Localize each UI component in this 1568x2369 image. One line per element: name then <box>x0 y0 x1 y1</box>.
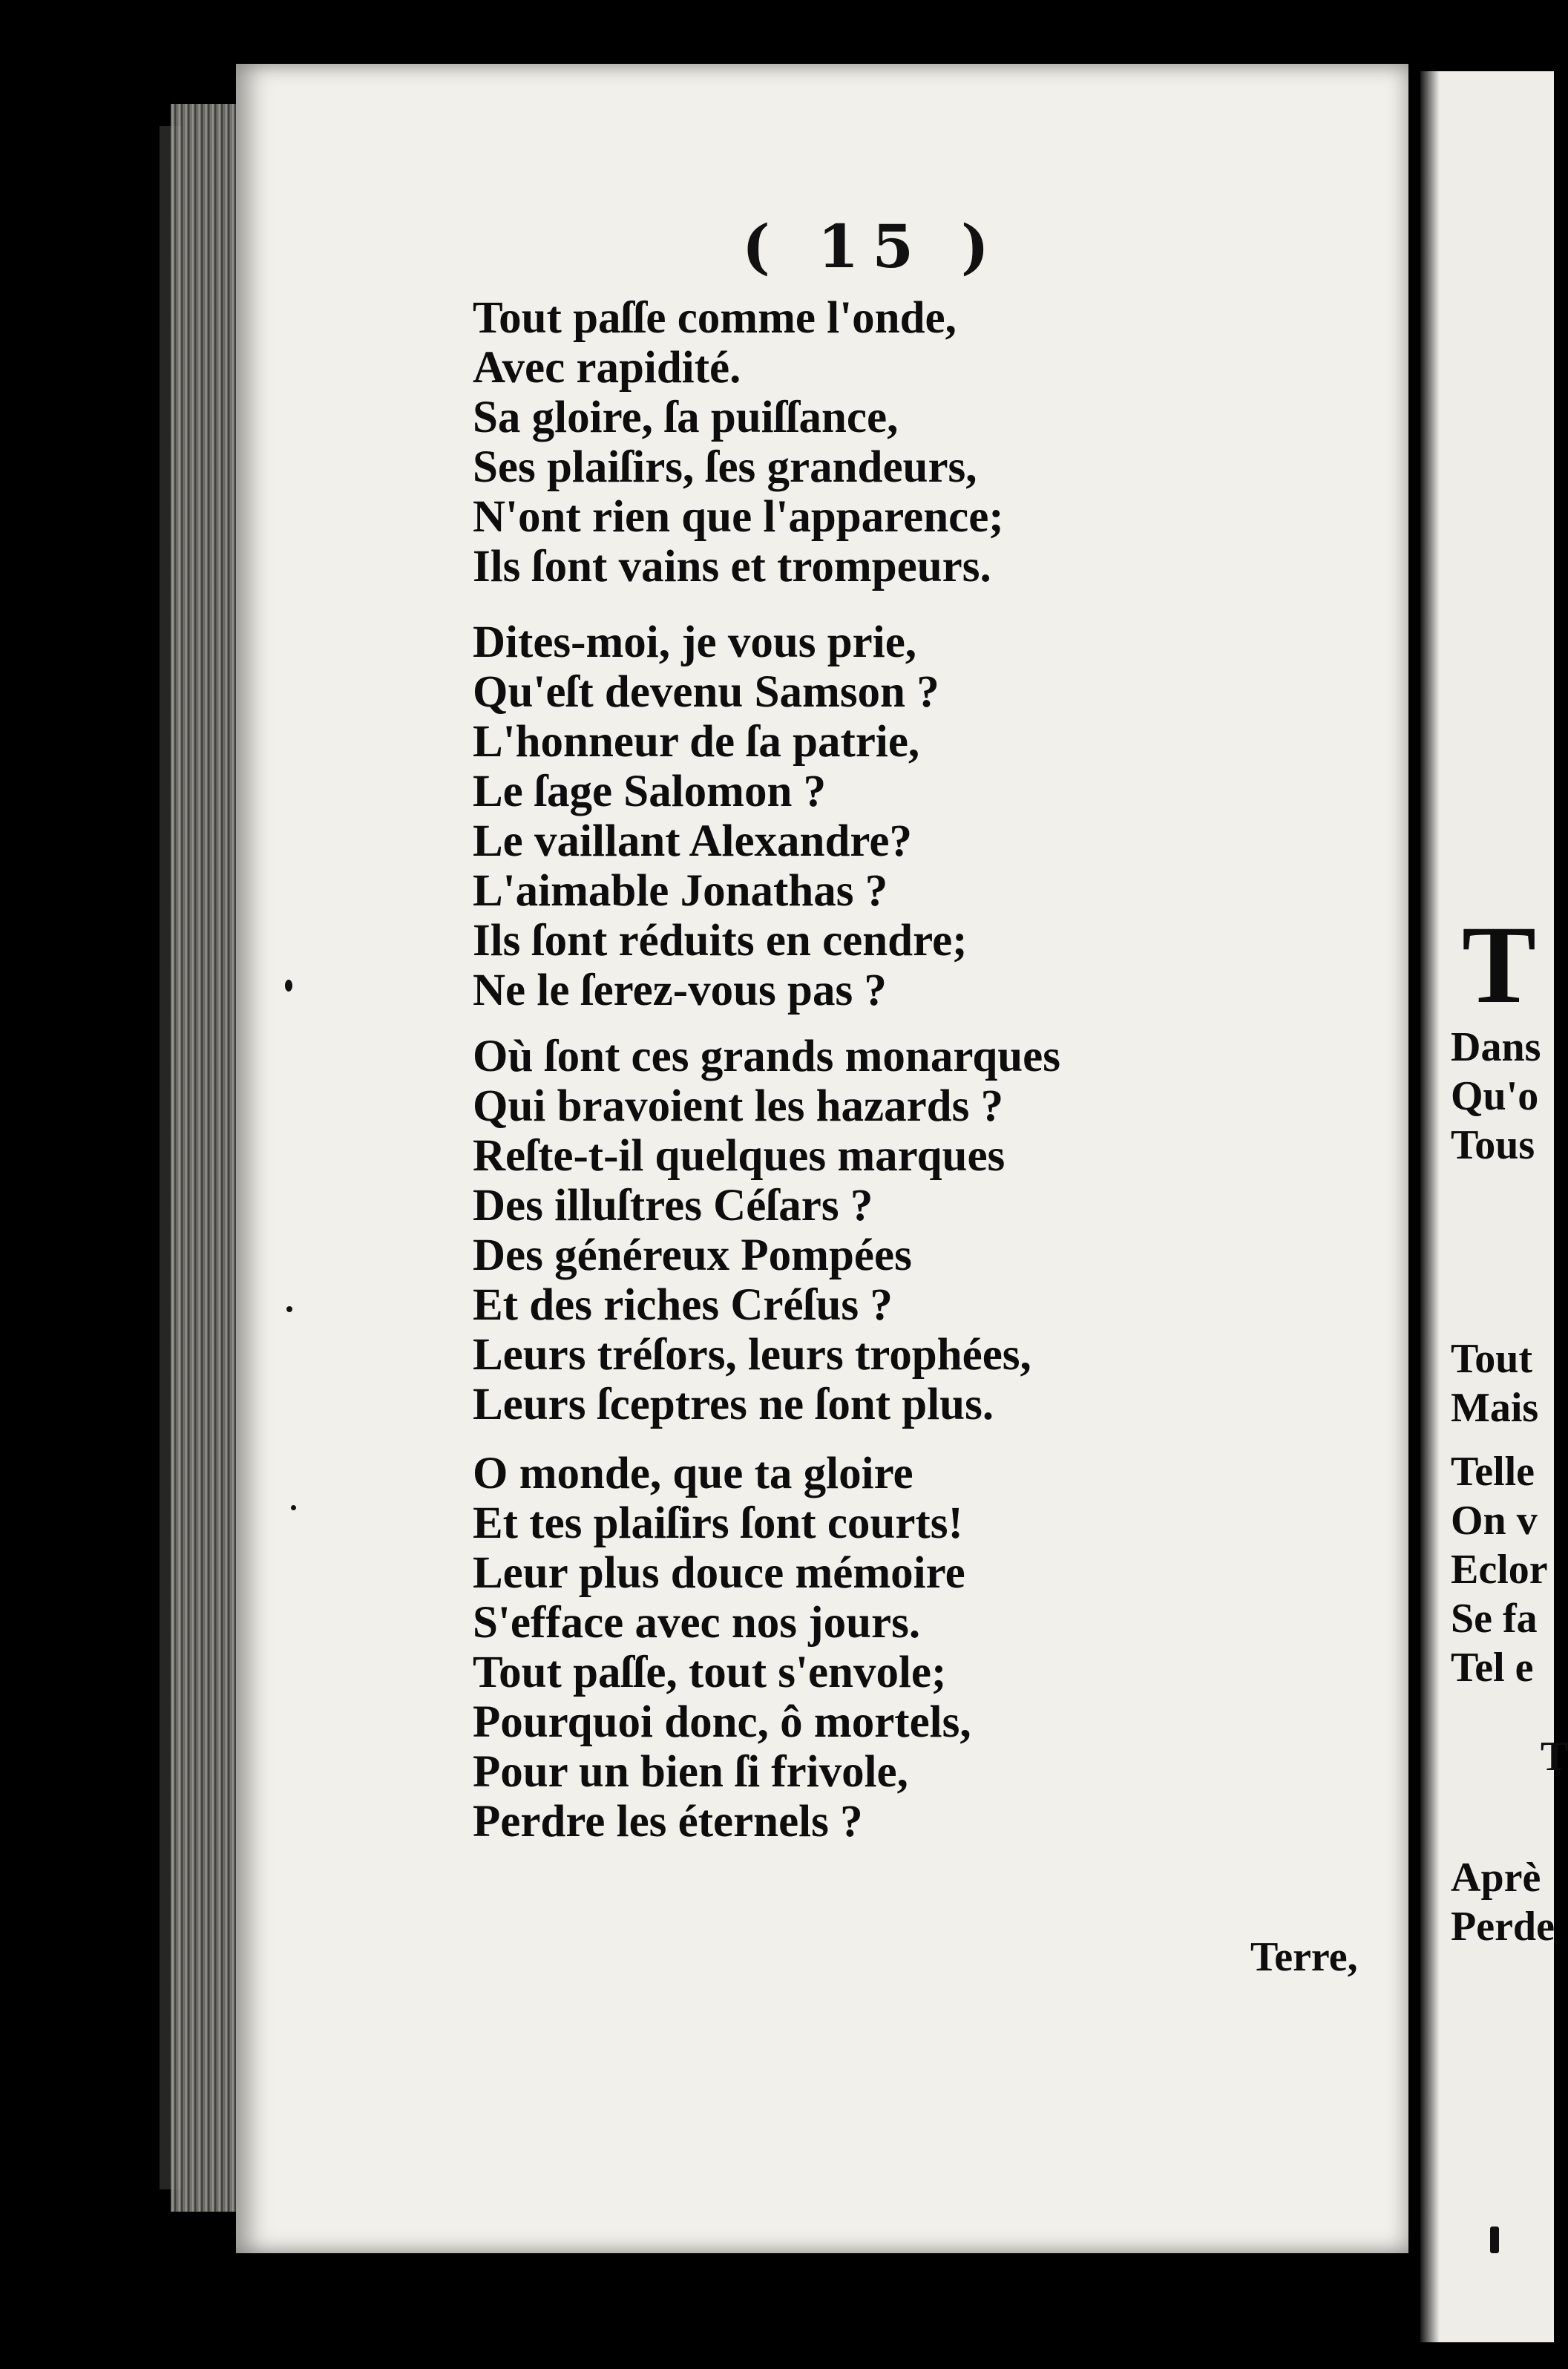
right-page-fragment <box>1451 1853 1555 1951</box>
verse-line: Leurs tréſors, leurs trophées, <box>473 1330 1031 1380</box>
fragment-line: Dans <box>1451 1024 1541 1070</box>
verse-line: Leurs ſceptres ne ſont plus. <box>473 1380 994 1429</box>
right-page <box>1420 71 1554 2342</box>
verse-line: L'honneur de ſa patrie, <box>473 717 920 767</box>
right-page-shadow <box>1420 71 1440 2342</box>
verse-line: S'efface avec nos jours. <box>473 1598 921 1648</box>
fragment-line: Se fa <box>1451 1596 1538 1642</box>
verse-line: Perdre les éternels ? <box>473 1797 863 1847</box>
verse-line: Ils ſont vains et trompeurs. <box>473 542 991 592</box>
verse-line: Avec rapidité. <box>473 343 741 393</box>
verse-line: Le vaillant Alexandre? <box>473 816 912 866</box>
verse-line: Reſte-t-il quelques marques <box>473 1131 1006 1181</box>
fragment-line: Mais <box>1451 1385 1539 1431</box>
verse-line: Leur plus douce mémoire <box>473 1548 965 1598</box>
verse-line: Ne le ſerez-vous pas ? <box>473 966 887 1015</box>
stanza-3 <box>473 1032 1060 1429</box>
verse-line: Tout paſſe, tout s'envole; <box>473 1648 947 1697</box>
verse-line: N'ont rien que l'apparence; <box>473 492 1004 542</box>
verse-line: Pourquoi donc, ô mortels, <box>473 1697 971 1747</box>
stanza-2 <box>473 617 967 1015</box>
fragment-line: Qu'o <box>1451 1073 1539 1119</box>
verse-line: Et des riches Créſus ? <box>473 1280 893 1330</box>
ink-speck <box>286 1306 292 1312</box>
right-page-fragment-letter: T <box>1541 1734 1568 1780</box>
fragment-line: Tel e <box>1451 1645 1534 1691</box>
verse-line: Pour un bien ſi frivole, <box>473 1747 908 1797</box>
fragment-line: Perde <box>1451 1904 1555 1950</box>
right-page-fragment <box>1451 1447 1548 1692</box>
catchword: Terre, <box>1250 1934 1358 1980</box>
verse-line: Des généreux Pompées <box>473 1231 912 1280</box>
verse-line: Sa gloire, ſa puiſſance, <box>473 393 899 442</box>
verse-line: Ils ſont réduits en cendre; <box>473 916 968 966</box>
ink-speck <box>291 1505 296 1510</box>
fragment-line: Tout <box>1451 1336 1533 1382</box>
fragment-line: Telle <box>1451 1449 1535 1495</box>
verse-line: L'aimable Jonathas ? <box>473 866 888 916</box>
right-page-fragment <box>1451 1334 1538 1432</box>
verse-line: Qu'eſt devenu Samson ? <box>473 667 939 717</box>
ink-speck <box>285 980 292 992</box>
verse-line: O monde, que ta gloire <box>473 1449 913 1498</box>
stanza-1 <box>473 293 1004 592</box>
fragment-line: Tous <box>1451 1122 1535 1168</box>
verse-line: Dites-moi, je vous prie, <box>473 617 917 667</box>
verse-line: Ses plaiſirs, ſes grandeurs, <box>473 442 977 492</box>
fragment-line: On v <box>1451 1498 1538 1544</box>
page-number: ( 15 ) <box>742 212 1003 281</box>
verse-line: Des illuſtres Céſars ? <box>473 1181 873 1231</box>
ink-speck <box>1490 2227 1499 2253</box>
right-page-fragment <box>1451 1023 1541 1170</box>
verse-line: Et tes plaiſirs ſont courts! <box>473 1498 963 1548</box>
fragment-line: Eclor <box>1451 1547 1548 1593</box>
verse-line: Qui bravoient les hazards ? <box>473 1081 1004 1131</box>
verse-line: Où ſont ces grands monarques <box>473 1032 1060 1081</box>
stanza-4 <box>473 1449 971 1847</box>
fragment-line: Aprè <box>1451 1855 1541 1901</box>
right-page-initial: T <box>1462 903 1537 1026</box>
verse-line: Le ſage Salomon ? <box>473 767 827 816</box>
verse-line: Tout paſſe comme l'onde, <box>473 293 957 343</box>
stacked-page-edges <box>171 104 245 2212</box>
